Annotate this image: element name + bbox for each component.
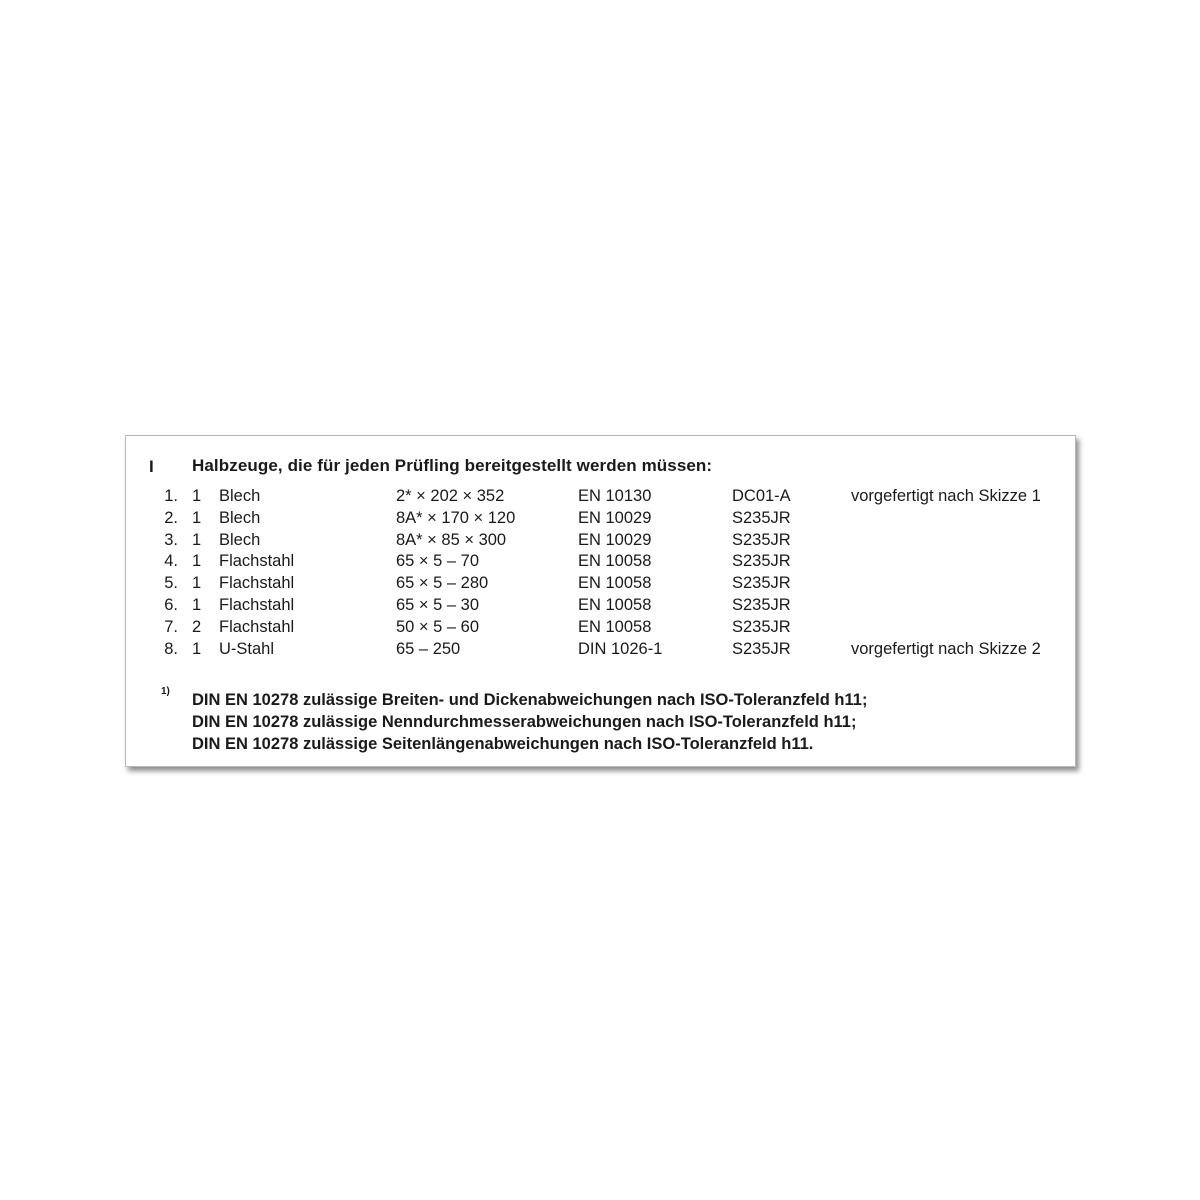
item-dimensions: 8A* × 170 × 120 — [396, 508, 516, 527]
item-number: 6. — [164, 595, 178, 614]
item-material: DC01-A — [732, 487, 791, 505]
item-norm: DIN 1026-1 — [578, 639, 663, 658]
item-name: Flachstahl — [219, 574, 295, 593]
item-dimensions: 50 × 5 – 60 — [396, 617, 480, 636]
item-number: 3. — [164, 530, 178, 549]
item-name: Blech — [219, 508, 261, 527]
list-item — [126, 552, 1075, 574]
list-item — [126, 531, 1075, 553]
section-heading: Halbzeuge, die für jeden Prüfling bereitgestellt werden müssen: — [192, 456, 713, 475]
item-material: S235JR — [732, 617, 791, 636]
item-material: S235JR — [732, 530, 791, 549]
list-item — [126, 574, 1075, 596]
item-dimensions: 65 × 5 – 30 — [396, 595, 480, 614]
footnote-line: DIN EN 10278 zulässige Breiten- und Dickenabweichungen nach ISO-Toleranzfeld h11; — [192, 691, 868, 709]
materials-table-card — [125, 435, 1076, 767]
item-quantity: 1 — [192, 508, 202, 527]
list-item — [126, 618, 1075, 640]
item-dimensions: 8A* × 85 × 300 — [396, 530, 507, 549]
list-item — [126, 509, 1075, 531]
item-norm: EN 10058 — [578, 574, 652, 593]
item-quantity: 1 — [192, 595, 202, 614]
item-quantity: 1 — [192, 487, 202, 505]
item-name: Flachstahl — [219, 617, 295, 636]
item-note: vorgefertigt nach Skizze 2 — [851, 639, 1041, 658]
item-name: Blech — [219, 530, 261, 549]
item-name: Blech — [219, 487, 261, 505]
item-norm: EN 10130 — [578, 487, 652, 505]
item-material: S235JR — [732, 639, 791, 658]
section-number: I — [149, 457, 154, 476]
materials-list — [126, 487, 1075, 661]
item-number: 2. — [164, 508, 178, 527]
item-dimensions: 65 × 5 – 280 — [396, 574, 489, 593]
item-material: S235JR — [732, 552, 791, 571]
item-material: S235JR — [732, 508, 791, 527]
item-name: Flachstahl — [219, 552, 295, 571]
footnote-marker: 1) — [161, 686, 170, 697]
item-material: S235JR — [732, 574, 791, 593]
item-quantity: 1 — [192, 574, 202, 593]
item-name: U-Stahl — [219, 639, 275, 658]
item-note: vorgefertigt nach Skizze 1 — [851, 487, 1041, 505]
list-item — [126, 596, 1075, 618]
footnote — [192, 689, 867, 755]
item-norm: EN 10058 — [578, 617, 652, 636]
item-quantity: 1 — [192, 552, 202, 571]
list-item — [126, 640, 1075, 662]
list-item — [126, 487, 1075, 509]
item-number: 4. — [164, 552, 178, 571]
item-dimensions: 2* × 202 × 352 — [396, 487, 505, 505]
item-quantity: 1 — [192, 639, 202, 658]
item-quantity: 2 — [192, 617, 202, 636]
item-dimensions: 65 – 250 — [396, 639, 461, 658]
item-number: 7. — [164, 617, 178, 636]
item-dimensions: 65 × 5 – 70 — [396, 552, 480, 571]
item-norm: EN 10058 — [578, 595, 652, 614]
footnote-line: DIN EN 10278 zulässige Nenndurchmesserabweichungen nach ISO-Toleranzfeld h11; — [192, 713, 857, 731]
item-norm: EN 10029 — [578, 508, 652, 527]
item-norm: EN 10058 — [578, 552, 652, 571]
item-quantity: 1 — [192, 530, 202, 549]
footnote-line: DIN EN 10278 zulässige Seitenlängenabweichungen nach ISO-Toleranzfeld h11. — [192, 735, 814, 753]
item-norm: EN 10029 — [578, 530, 652, 549]
item-number: 1. — [164, 487, 178, 505]
item-number: 5. — [164, 574, 178, 593]
item-name: Flachstahl — [219, 595, 295, 614]
item-material: S235JR — [732, 595, 791, 614]
item-number: 8. — [164, 639, 178, 658]
